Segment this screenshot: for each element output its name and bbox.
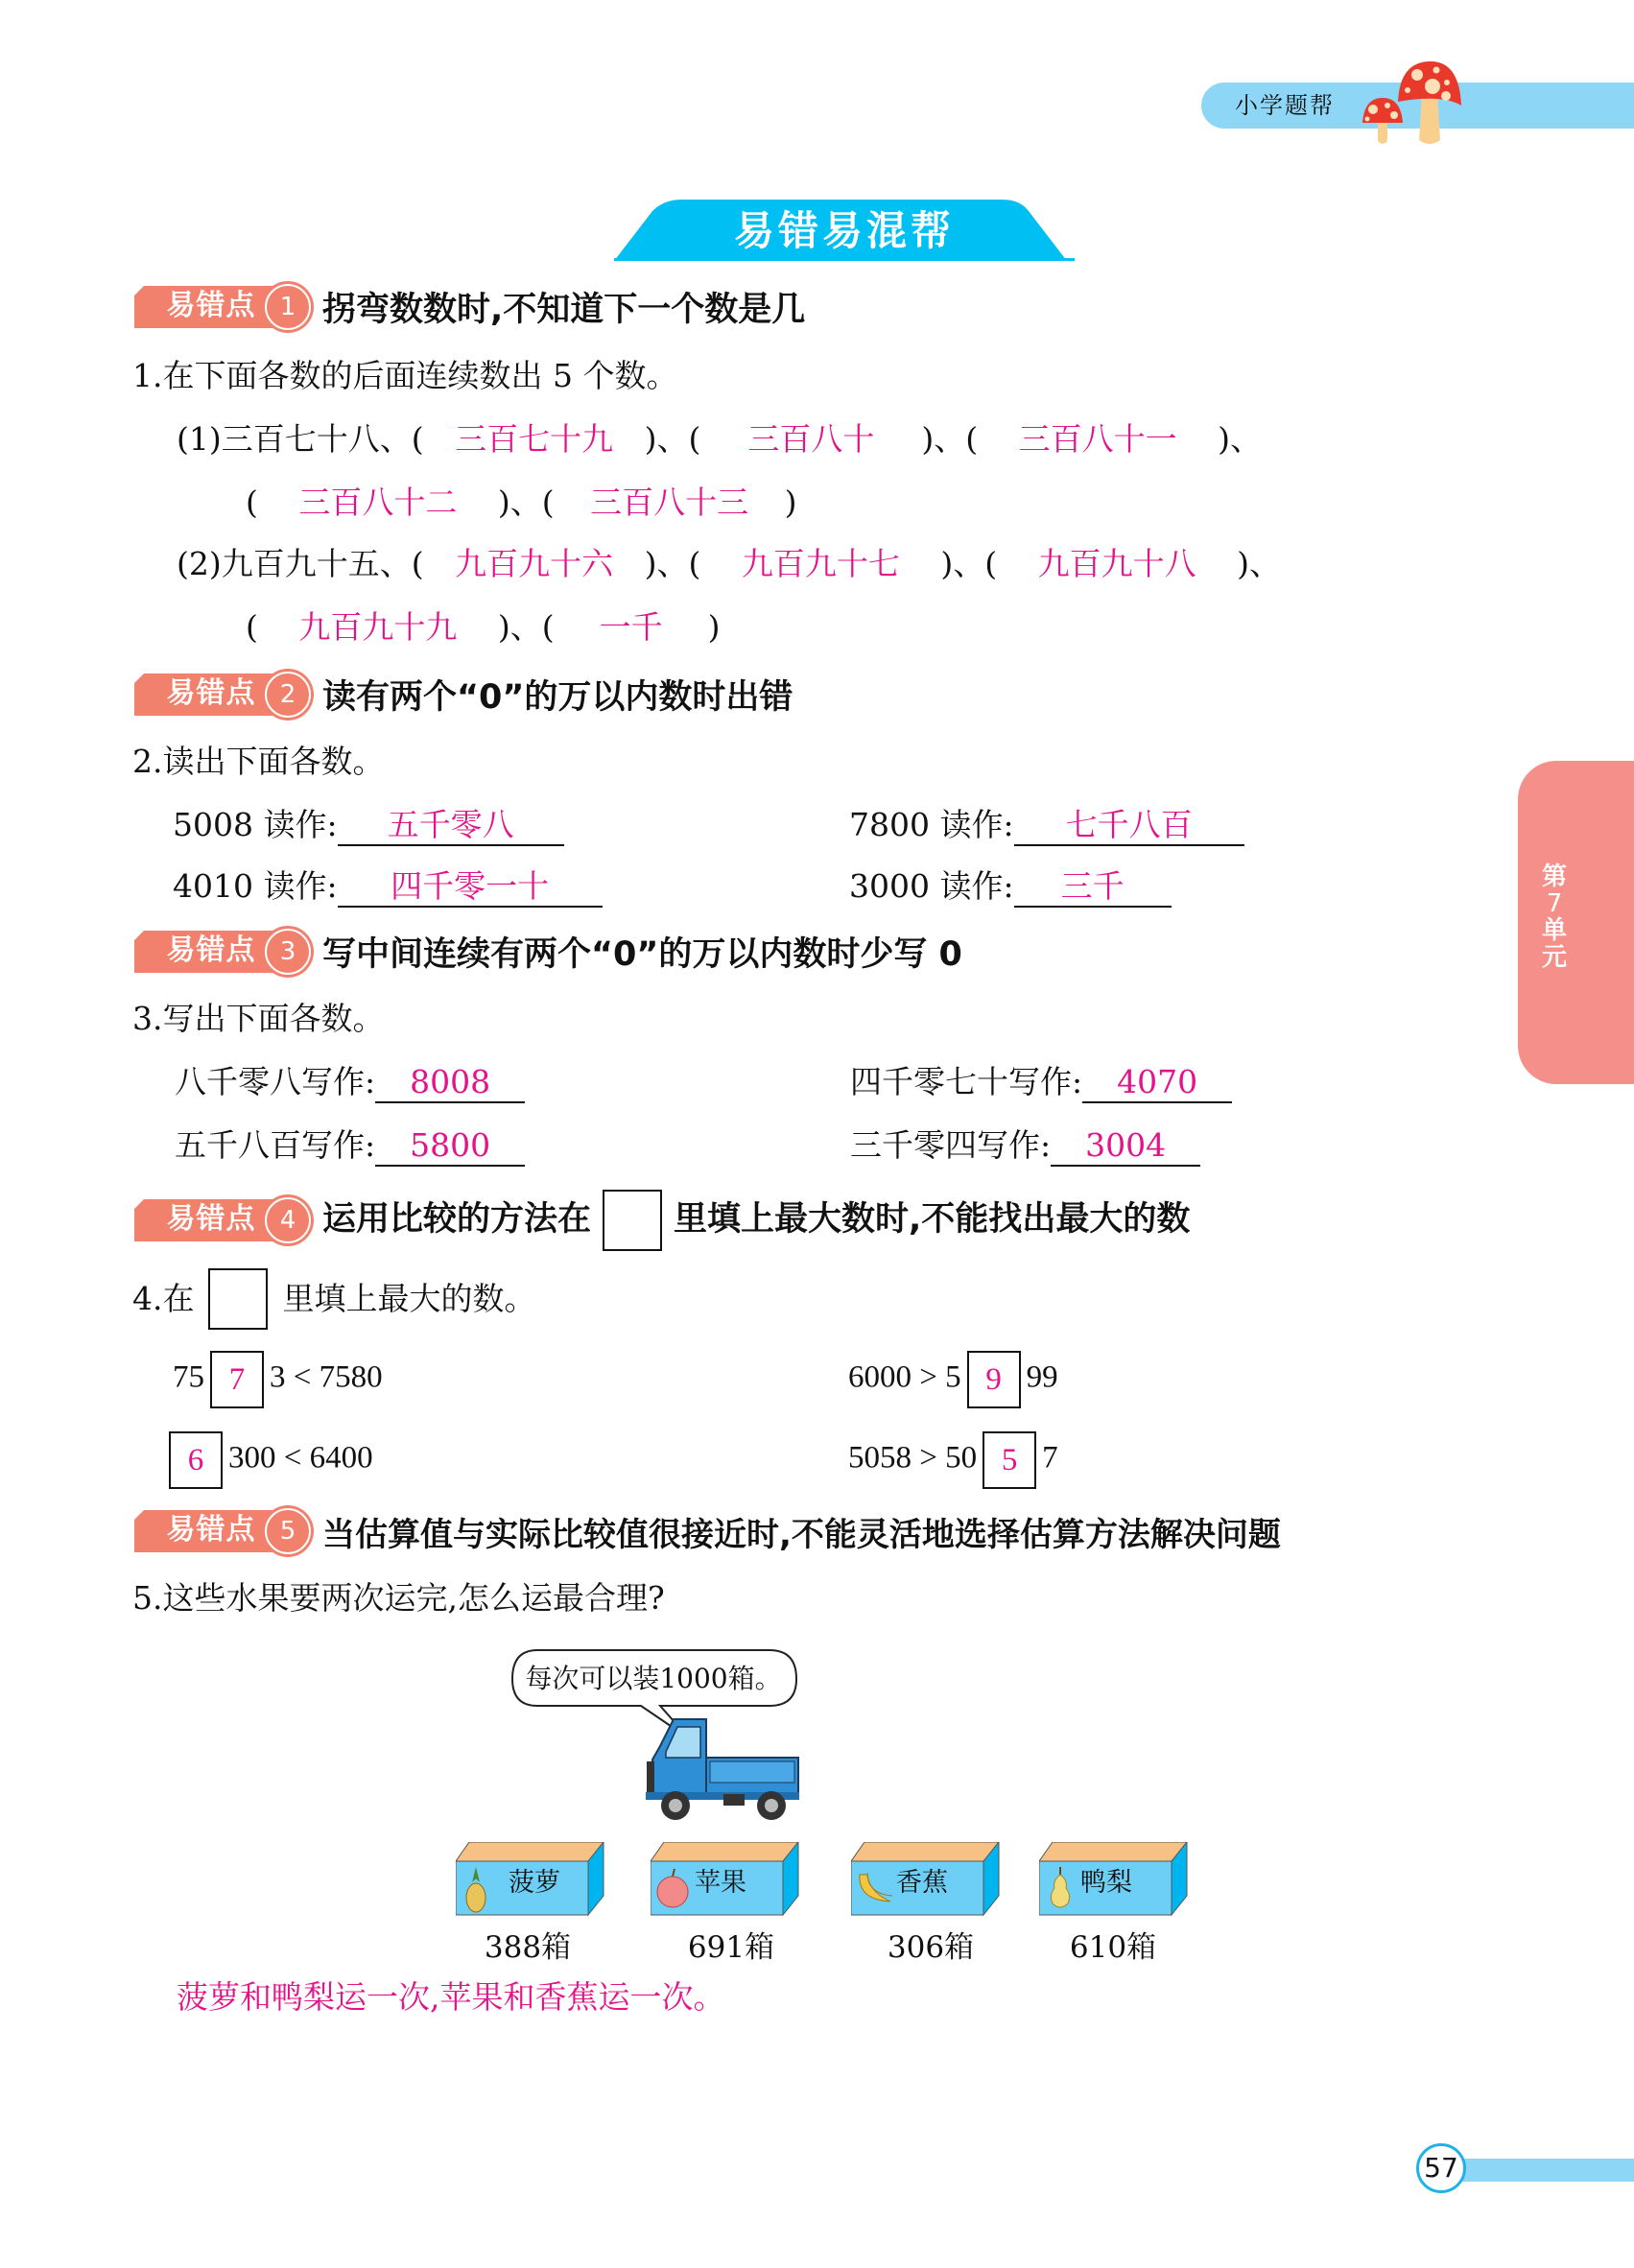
error-point-4-header: [134, 1190, 1190, 1251]
error-tag-label: 易错点: [166, 289, 256, 322]
paren-open: (: [246, 608, 258, 646]
q1-part1-label: (1)三百七十八、(: [177, 420, 424, 458]
q4-item: [848, 1431, 1058, 1489]
fruit-name: 鸭梨: [1080, 1868, 1132, 1898]
title-part: 里填上最大数时,不能找出最大的数: [674, 1200, 1191, 1239]
title-part: 运用比较的方法在: [322, 1200, 592, 1239]
error-point-badge: [134, 1508, 322, 1554]
q4-item: [848, 1351, 1058, 1408]
section-title: 易错易混帮: [733, 207, 955, 254]
error-point-badge: [134, 284, 322, 330]
q4-before: 75: [173, 1359, 204, 1395]
pear-icon: [1049, 1867, 1072, 1909]
separator: )、(: [921, 420, 979, 458]
brand-name: 小学题帮: [1235, 92, 1335, 119]
fruit-name: 苹果: [695, 1868, 746, 1898]
answer-blank: 五千零八: [338, 806, 564, 846]
separator: )、(: [497, 484, 555, 521]
answer-blank: 七千八百: [1014, 806, 1244, 846]
answer-slot: 一千: [599, 608, 663, 646]
error-point-badge: [134, 929, 322, 975]
q4-after: 3 < 7580: [270, 1359, 383, 1395]
mushroom-large-icon: [1396, 59, 1463, 146]
q4-prompt-before: 4.在: [132, 1280, 195, 1317]
q2-item: [173, 804, 564, 846]
fruit-count: 388箱: [484, 1930, 572, 1965]
apple-icon: [655, 1867, 690, 1909]
section-title-tab: [614, 200, 1075, 263]
error-tag-label: 易错点: [166, 676, 256, 710]
error-number: 5: [265, 1508, 311, 1554]
fruit-count: 306箱: [887, 1930, 975, 1965]
q1-part2-row2: [246, 606, 721, 649]
q4-after: 300 < 6400: [228, 1440, 373, 1476]
q1-prompt: 1.在下面各数的后面连续数出 5 个数。: [132, 357, 678, 394]
answer-slot: 三百八十一: [1018, 420, 1177, 458]
q4-item: [173, 1351, 383, 1408]
answer-slot: 九百九十六: [455, 545, 614, 582]
unit-label-line: 第: [1541, 862, 1567, 891]
error-tag-label: 易错点: [166, 1202, 256, 1236]
q5-prompt: 5.这些水果要两次运完,怎么运最合理?: [132, 1579, 665, 1617]
answer-slot: 三百八十二: [298, 484, 458, 521]
page-number-bar: [1439, 2159, 1634, 2182]
error-point-badge: [134, 1197, 322, 1243]
q4-before: 5058 > 50: [848, 1440, 978, 1476]
pineapple-icon: [464, 1867, 487, 1913]
q3-item: [175, 1061, 525, 1103]
error-point-title: [322, 1190, 1190, 1251]
fruit-count: 610箱: [1069, 1930, 1157, 1965]
answer-slot: 九百九十八: [1037, 545, 1196, 582]
answer-blank: 三千: [1014, 867, 1172, 908]
unit-label: [1518, 863, 1591, 971]
answer-blank: 8008: [375, 1063, 525, 1103]
answer-slot: 三百七十九: [455, 420, 614, 458]
q3-item: [175, 1124, 525, 1167]
q3-item: [850, 1124, 1200, 1167]
error-number: 3: [265, 929, 311, 975]
answer-box: 6: [169, 1431, 223, 1489]
separator: )、(: [644, 420, 701, 458]
q4-prompt: [132, 1268, 536, 1330]
fruit-name: 菠萝: [509, 1868, 560, 1898]
error-point-3-header: [134, 929, 962, 975]
paren-open: (: [246, 484, 258, 521]
truck-icon: [643, 1717, 806, 1823]
q1-part2-label: (2)九百九十五、(: [177, 545, 424, 582]
paren-close: ): [784, 484, 797, 521]
empty-box: [208, 1268, 268, 1330]
fruit-count: 691箱: [687, 1930, 775, 1965]
separator: )、(: [497, 608, 555, 646]
error-tag-label: 易错点: [166, 933, 256, 967]
error-point-title: 写中间连续有两个“0”的万以内数时少写 0: [322, 935, 962, 974]
q2-item-label: 4010 读作:: [173, 867, 338, 905]
q4-prompt-after: 里填上最大的数。: [282, 1280, 536, 1317]
error-point-title: 读有两个“0”的万以内数时出错: [322, 678, 793, 717]
banana-icon: [856, 1871, 894, 1905]
q4-after: 99: [1026, 1359, 1058, 1395]
separator: )、: [1218, 420, 1262, 458]
q2-item-label: 7800 读作:: [849, 806, 1014, 843]
error-tag-label: 易错点: [166, 1513, 256, 1547]
q1-part1-row1: [177, 418, 1262, 461]
q5-answer: 菠萝和鸭梨运一次,苹果和香蕉运一次。: [177, 1978, 725, 2016]
q2-item: [849, 865, 1172, 908]
q3-item-label: 五千八百写作:: [175, 1126, 376, 1164]
answer-blank: 四千零一十: [338, 867, 603, 908]
q4-before: 6000 > 5: [848, 1359, 961, 1395]
error-point-title: 当估算值与实际比较值很接近时,不能灵活地选择估算方法解决问题: [322, 1515, 1281, 1554]
fruit-name: 香蕉: [896, 1868, 948, 1898]
answer-box: 9: [967, 1351, 1021, 1408]
paren-close: ): [707, 608, 721, 646]
q1-part1-row2: [246, 482, 797, 524]
q2-item: [173, 865, 603, 908]
answer-slot: 九百九十七: [741, 545, 900, 582]
error-point-1-header: [134, 284, 805, 330]
unit-label-line: 元: [1541, 943, 1567, 972]
unit-label-line: 7: [1546, 889, 1563, 918]
q2-item-label: 3000 读作:: [849, 867, 1014, 905]
answer-box: 5: [983, 1431, 1036, 1489]
q2-item-label: 5008 读作:: [173, 806, 338, 843]
unit-label-line: 单: [1541, 916, 1567, 945]
q2-prompt: 2.读出下面各数。: [132, 743, 385, 780]
error-number: 4: [265, 1197, 311, 1243]
error-number: 2: [265, 672, 311, 718]
error-point-badge: [134, 672, 322, 718]
q3-prompt: 3.写出下面各数。: [132, 1000, 385, 1037]
error-number: 1: [265, 284, 311, 330]
empty-box: [603, 1190, 662, 1251]
error-point-title: 拐弯数数时,不知道下一个数是几: [322, 291, 806, 329]
page-number: 57: [1416, 2143, 1466, 2193]
q3-item-label: 八千零八写作:: [175, 1063, 376, 1100]
q1-part2-row1: [177, 543, 1281, 585]
answer-blank: 4070: [1082, 1063, 1232, 1103]
answer-slot: 三百八十三: [590, 484, 749, 521]
q3-item-label: 四千零七十写作:: [850, 1063, 1083, 1100]
answer-slot: 九百九十九: [298, 608, 458, 646]
q2-item: [849, 804, 1244, 846]
bubble-text: 每次可以装1000箱。: [525, 1663, 782, 1694]
answer-blank: 3004: [1051, 1126, 1200, 1167]
error-point-5-header: [134, 1508, 1281, 1554]
answer-blank: 5800: [375, 1126, 525, 1167]
q4-after: 7: [1042, 1440, 1058, 1476]
separator: )、: [1237, 545, 1281, 582]
q3-item: [850, 1061, 1232, 1103]
error-point-2-header: [134, 672, 793, 718]
answer-slot: 三百八十: [747, 420, 875, 458]
q3-item-label: 三千零四写作:: [850, 1126, 1052, 1164]
separator: )、(: [644, 545, 701, 582]
q4-item: [169, 1431, 373, 1489]
separator: )、(: [940, 545, 998, 582]
answer-box: 7: [210, 1351, 264, 1408]
